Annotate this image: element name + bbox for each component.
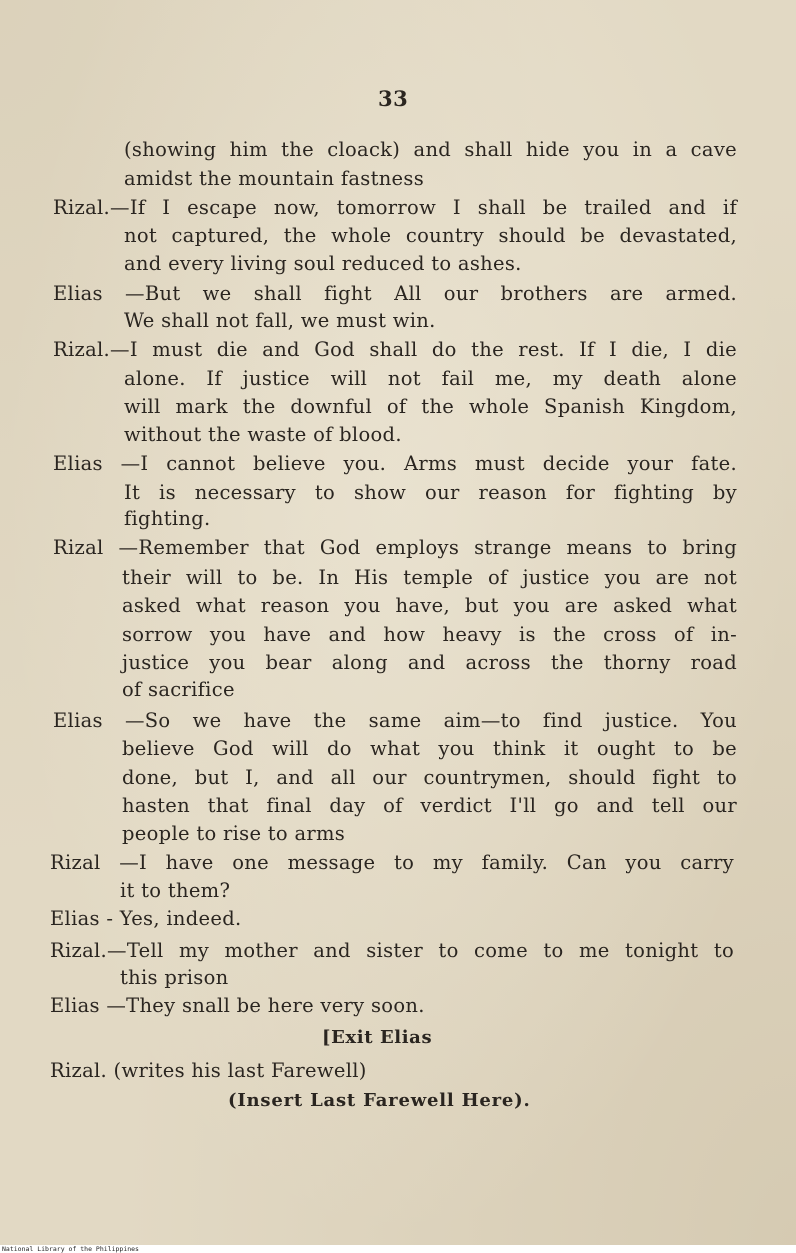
text-line: It is necessary to show our reason for fighting by (124, 481, 737, 504)
text-line: Elias - Yes, indeed. (50, 907, 242, 930)
footer-bar (0, 1245, 796, 1253)
page-number: 33 (378, 86, 409, 111)
text-line: not captured, the whole country should be devastated, (124, 224, 737, 247)
text-line: Rizal —I have one message to my family. Can you carry (50, 851, 734, 874)
text-line: amidst the mountain fastness (124, 167, 425, 190)
text-line: Elias —But we shall fight All our brothers are armed. (53, 282, 737, 305)
stage-direction: (Insert Last Farewell Here). (228, 1090, 531, 1111)
stage-direction: [Exit Elias (322, 1027, 433, 1048)
text-line: done, but I, and all our countrymen, should fight to (122, 766, 737, 789)
text-line: this prison (120, 966, 229, 989)
text-line: of sacrifice (122, 678, 235, 701)
text-line: and every living soul reduced to ashes. (124, 252, 522, 275)
text-line: alone. If justice will not fail me, my death alone (124, 367, 737, 390)
text-line: justice you bear along and across the thorny road (122, 651, 737, 674)
text-line: Rizal —Remember that God employs strange means to bring (53, 536, 737, 559)
text-line: their will to be. In His temple of justice you are not (122, 566, 737, 589)
text-line: Rizal.—Tell my mother and sister to come to me tonight to (50, 939, 734, 962)
text-line: sorrow you have and how heavy is the cross of in- (122, 623, 737, 646)
footer-credit: National Library of the Philippines (2, 1245, 139, 1253)
text-line: will mark the downful of the whole Spanish Kingdom, (124, 395, 737, 418)
text-line: without the waste of blood. (124, 423, 402, 446)
text-line: it to them? (120, 879, 231, 902)
text-line: Rizal.—I must die and God shall do the rest. If I die, I die (53, 338, 737, 361)
text-line: Elias —They snall be here very soon. (50, 994, 425, 1017)
text-line: Rizal. (writes his last Farewell) (50, 1059, 367, 1082)
text-line: fighting. (124, 507, 211, 530)
text-line: people to rise to arms (122, 822, 346, 845)
text-line: We shall not fall, we must win. (124, 309, 436, 332)
text-line: hasten that final day of verdict I'll go and tell our (122, 794, 737, 817)
text-line: Elias —So we have the same aim—to find justice. You (53, 709, 737, 732)
text-line: Elias —I cannot believe you. Arms must decide your fate. (53, 452, 737, 475)
text-line: believe God will do what you think it ought to be (122, 737, 737, 760)
text-line: (showing him the cloack) and shall hide you in a cave (124, 138, 737, 161)
text-line: asked what reason you have, but you are asked what (122, 594, 737, 617)
text-line: Rizal.—If I escape now, tomorrow I shall be trailed and if (53, 196, 737, 219)
